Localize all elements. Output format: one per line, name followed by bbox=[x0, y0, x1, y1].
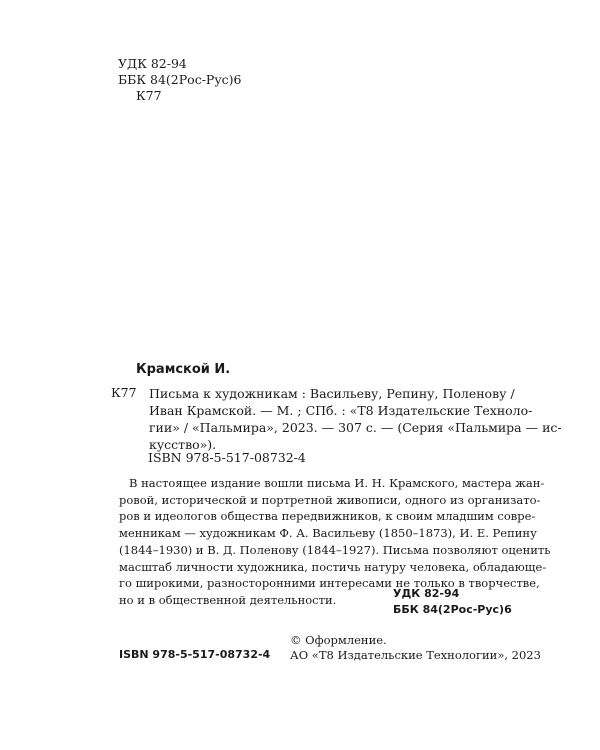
author-heading: Крамской И. bbox=[136, 362, 231, 377]
annotation-line: масштаб личности художника, постичь натуру человека, обладающе- bbox=[119, 559, 547, 574]
footer-isbn: ISBN 978-5-517-08732-4 bbox=[119, 648, 271, 661]
record-cutter-code: К77 bbox=[111, 385, 137, 400]
udk-code: УДК 82-94 bbox=[118, 56, 187, 71]
copyright-design: © Оформление. bbox=[290, 633, 387, 647]
description-line: Иван Крамской. — М. ; СПб. : «Т8 Издательские Техноло- bbox=[149, 403, 533, 418]
annotation-line: В настоящее издание вошли письма И. Н. Крамского, мастера жан- bbox=[129, 476, 545, 490]
bbk-code: ББК 84(2Рос-Рус)6 bbox=[118, 72, 242, 87]
top-classification-codes bbox=[118, 56, 242, 104]
bottom-classification-codes bbox=[393, 586, 512, 618]
description-line: Письма к художникам : Васильеву, Репину, Поленову / bbox=[149, 386, 515, 401]
bottom-udk-code: УДК 82-94 bbox=[393, 587, 460, 600]
bottom-bbk-code: ББК 84(2Рос-Рус)6 bbox=[393, 603, 512, 616]
annotation-line: ровой, исторической и портретной живописи, одного из организато- bbox=[119, 492, 541, 507]
annotation-line: (1844–1930) и В. Д. Поленову (1844–1927). Письма позволяют оценить bbox=[119, 542, 551, 557]
annotation-line: но и в общественной деятельности. bbox=[119, 592, 337, 607]
annotation-line: менникам — художникам Ф. А. Васильеву (1850–1873), И. Е. Репину bbox=[119, 526, 537, 541]
annotation-line: ров и идеологов общества передвижников, к своим младшим совре- bbox=[119, 509, 536, 524]
description-line: кусство»). bbox=[149, 437, 217, 452]
cutter-code: К77 bbox=[136, 88, 162, 103]
copyright-publisher: АО «Т8 Издательские Технологии», 2023 bbox=[290, 648, 541, 662]
bibliographic-description bbox=[149, 385, 562, 453]
annotation-line: го широкими, разносторонними интересами не только в творчестве, bbox=[119, 576, 540, 591]
description-line: гии» / «Пальмира», 2023. — 307 с. — (Серия «Пальмира — ис- bbox=[149, 420, 562, 435]
record-isbn: ISBN 978-5-517-08732-4 bbox=[148, 450, 306, 465]
